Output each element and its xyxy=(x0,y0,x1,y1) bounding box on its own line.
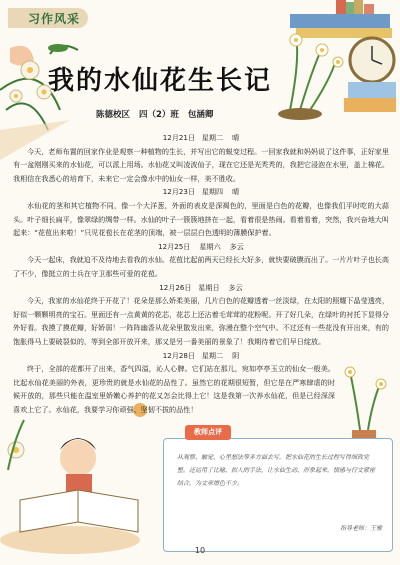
entry-date: 12月21日 星期二 晴 xyxy=(162,133,240,142)
entry-date: 12月25日 星期六 多云 xyxy=(158,241,244,251)
entry-date: 12月23日 星期四 晴 xyxy=(162,187,240,197)
teacher-comment-text: 从观察、触觉、心里想法等多方面去写，把水仙花的生长过程写得细致完整。还运用了比喻、拟人的手法，让水仙生动、形象起来。情感与行文紧密结合，为文章增色不少。 xyxy=(177,454,376,487)
entry-date: 12月26日 星期日 多云 xyxy=(159,282,243,292)
byline xyxy=(96,108,316,120)
entry-paragraph: 今天一起床，我就迫不及待地去看我的水仙。花苞比起前两天已经长大好多，就快要破膜而出了。一片片叶子也长高了不少，像挺立的士兵在守卫那些可爱的花苞。 xyxy=(13,255,389,278)
page-number: 10 xyxy=(194,546,206,555)
girl-reading-illustration xyxy=(0,403,147,554)
school-name: 陈德校区 xyxy=(96,110,131,120)
section-tag xyxy=(8,8,88,28)
article-body xyxy=(13,131,389,416)
teacher-signature: 指导老师：王雅 xyxy=(339,525,382,532)
entry-paragraph: 水仙花的茎和其它植物不同，像一个大洋葱，外面的表皮是深褐色的，里面是白色的花瓣，也像我们平时吃的大蒜头。叶子细长扁平，像翠绿的绸带一样。水仙的叶子一簇簇地挤在一起，看着很是热闹。看着看着，突然，我兴奋地大叫起来：“花苞出来啦！”只见花苞长在花茎的顶端，被一层层白色透明的薄膜保护着。 xyxy=(13,200,389,238)
entry-paragraph: 今天，我家的水仙花终于开花了！花朵是那么娇柔美丽，几片白色的花瓣透着一丝淡绿，在太阳的照耀下晶莹透亮，好似一颗颗明亮的宝石。里面还有一点黄黄的花芯，花芯上还沾着毛茸茸的花粉呢。开了好几朵，在绿叶的衬托下显得分外好看。我摸了摸花瓣，好娇弱！一阵阵幽香从花朵里散发出来，弥漫在整个空气中。不过还有一些花没有开出来，有的饱胀得马上要破裂似的，等到全部开放开来，那又是另一番美丽的景象了！我期待着它们早日绽放。 xyxy=(13,296,389,346)
books-clock-illustration xyxy=(290,0,396,112)
teacher-comment-tag: 教师点评 xyxy=(185,425,231,440)
author-name: 包涵卿 xyxy=(187,110,214,120)
class-name: 四（2）班 xyxy=(138,110,179,120)
entry-date: 12月28日 星期二 阴 xyxy=(162,350,240,360)
entry-paragraph: 今天，老师布置的回家作业是观察一种植物的生长，并写出它的蜕变过程。一回家我就和妈妈说了这件事，正好家里有一盆刚刚买来的水仙花，可以派上用场。水仙花又叫凌波仙子，现在它还是光秃秃的，我把它浸泡在水里，盖上棉花。我相信在我悉心的培育下，未来它一定会像水中的仙女一样，美不胜收。 xyxy=(13,146,389,183)
section-label: 习作风采 xyxy=(28,12,81,26)
article-title: 我的水仙花生长记 xyxy=(48,66,273,96)
entry-paragraph: 终于，全部的花都开了出来，香气四溢，沁人心脾。它们站在那儿，宛如亭亭玉立的仙女一般美。比起水仙花美丽的外表，更珍贵的就是水仙花的品性了。虽然它的花期很短暂，但它是在严寒肆虐的时候开放的，那些只能在温室里娇嫩心养护的花又怎会比得上它！这是我第一次养水仙花，但是已经深深喜欢上它了。水仙花，我要学习你顽强、坚韧不拔的品性！ xyxy=(13,364,335,414)
